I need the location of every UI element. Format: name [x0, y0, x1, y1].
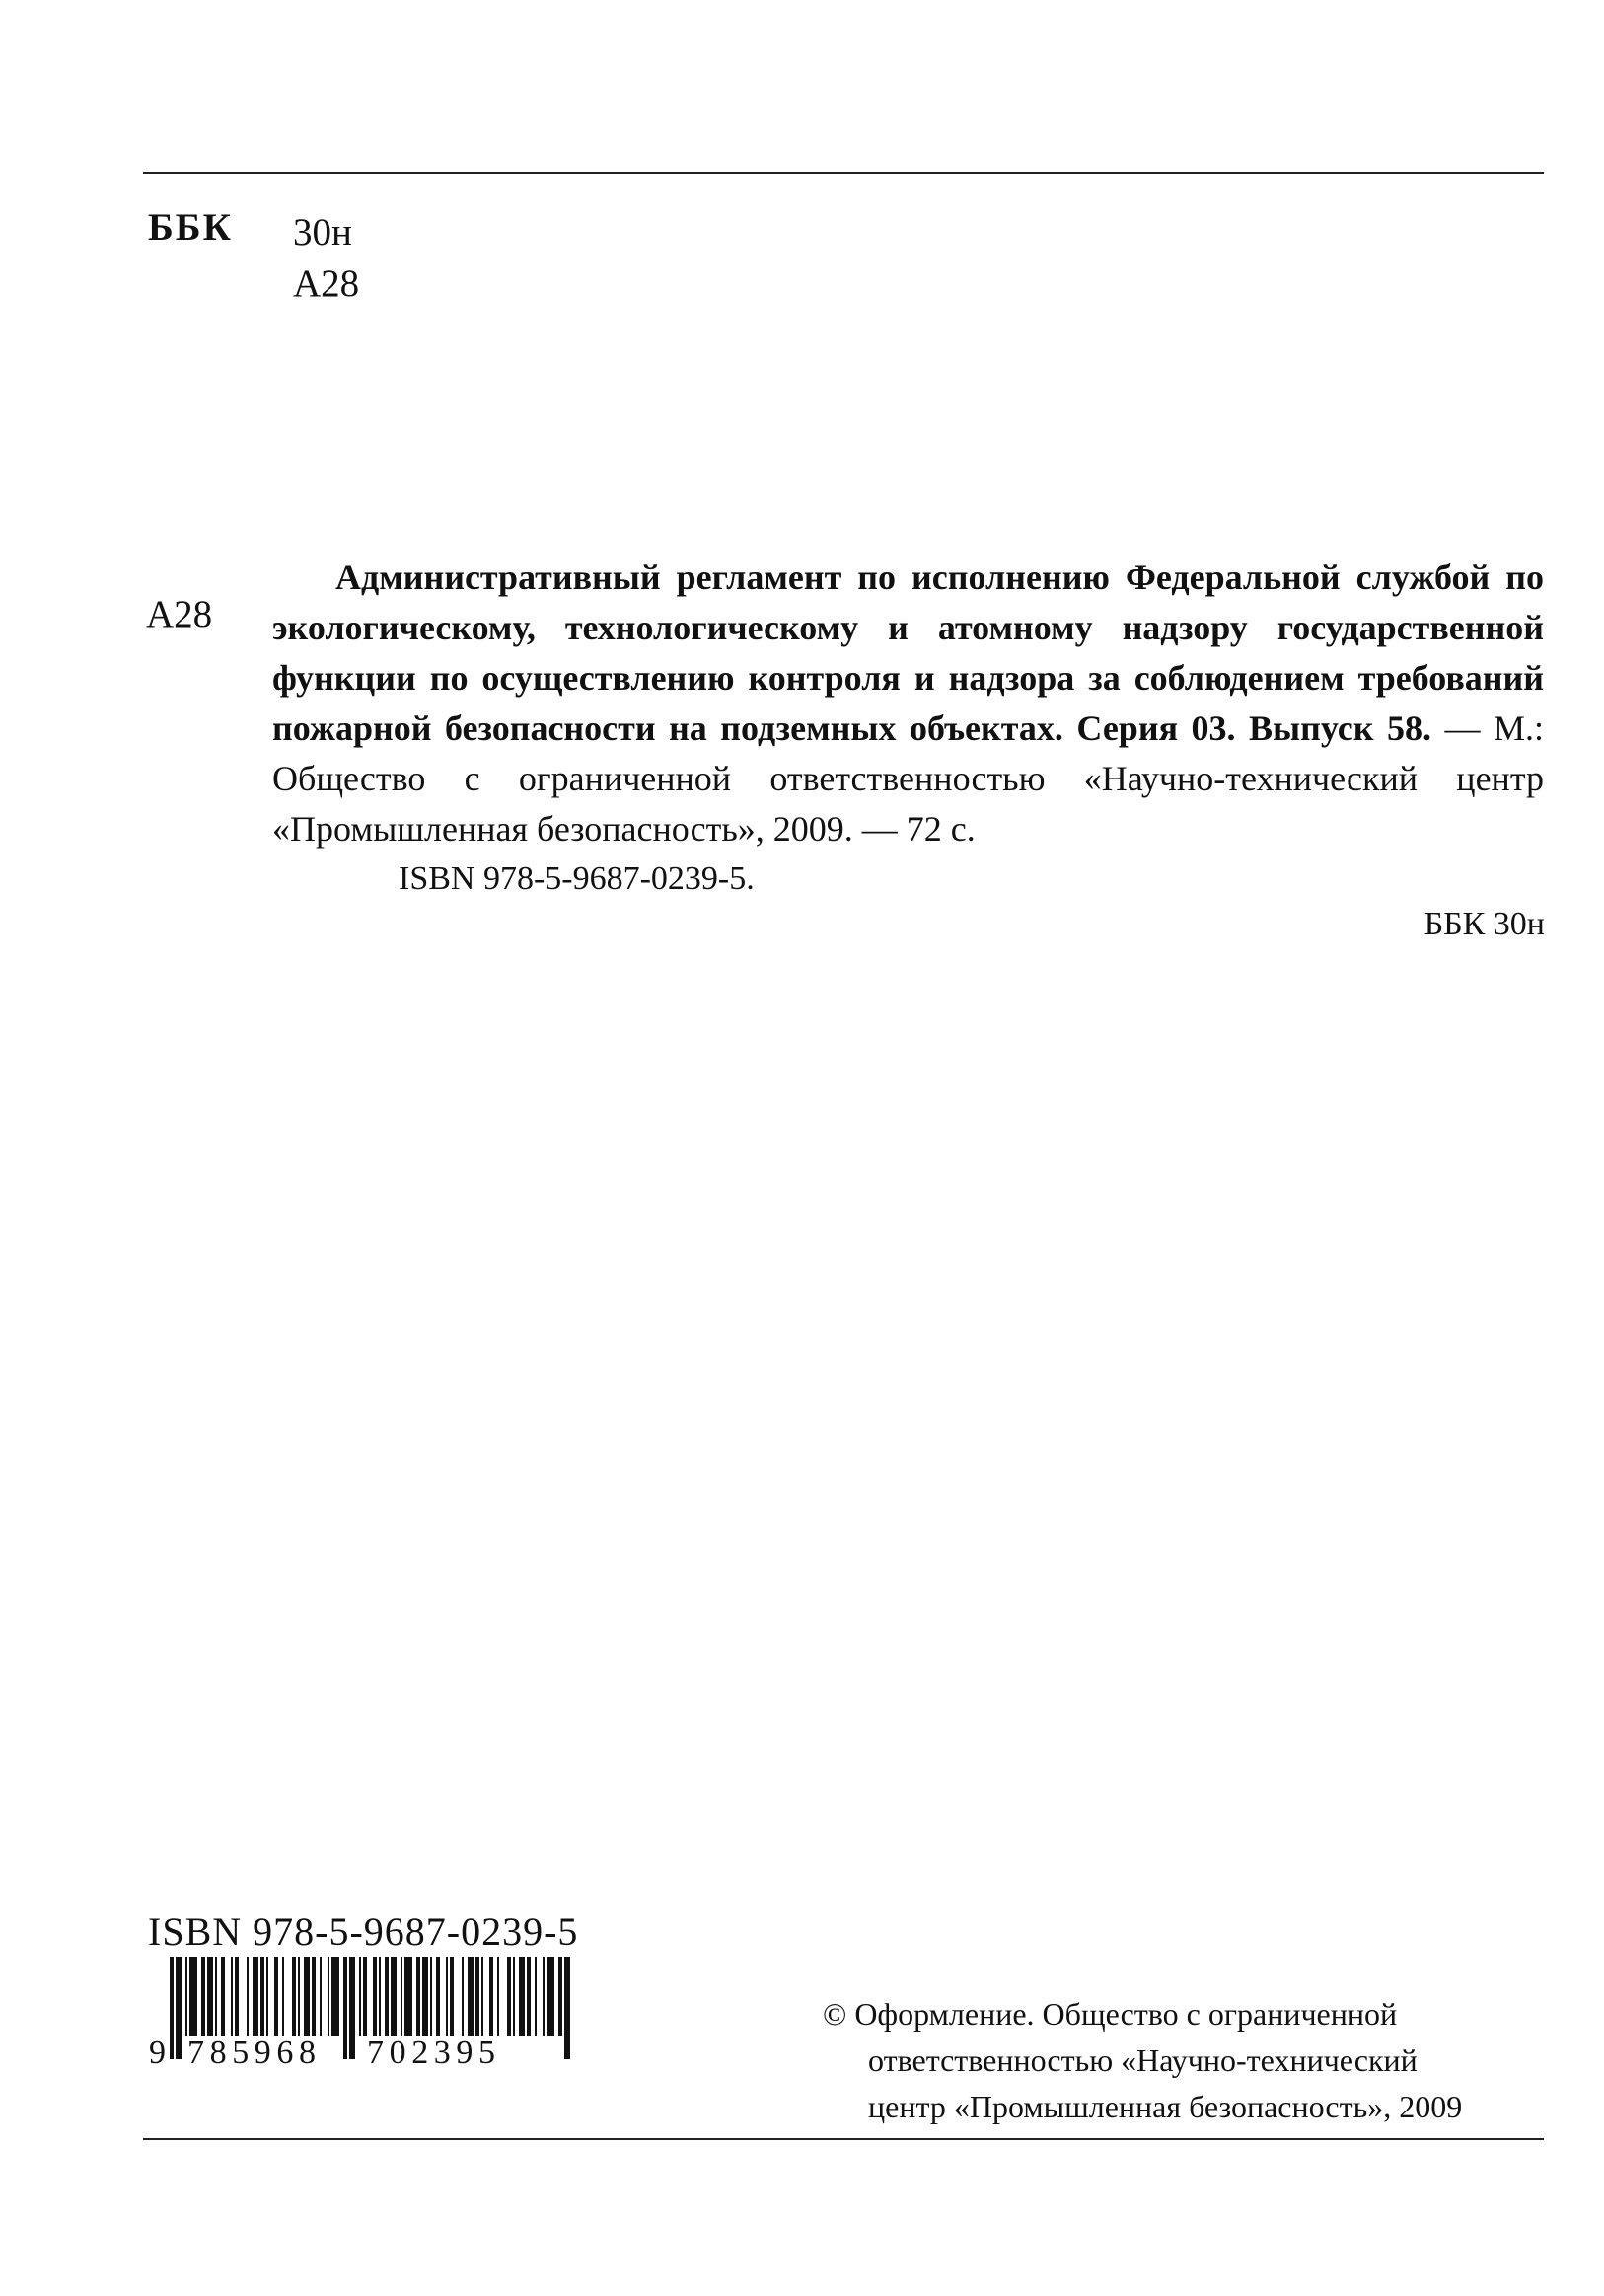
- barcode-bar: [304, 1957, 310, 2036]
- barcode-bar: [558, 1957, 562, 2036]
- barcode-bar: [489, 1957, 493, 2036]
- barcode-digits-left: 785968: [187, 2035, 316, 2067]
- imprint: — М.: Общество с ограниченной ответственностью «Научно-технический центр «Промышленная безопасность», 2009. — 72 с.: [272, 708, 1544, 849]
- barcode-bar: [446, 1957, 448, 2036]
- barcode-bar: [215, 1957, 217, 2036]
- copyright-line-2: ответственностью «Научно-технический: [868, 2042, 1418, 2078]
- bbk-label: ББК: [148, 206, 233, 249]
- barcode-bar: [481, 1957, 483, 2036]
- barcode-bar: [298, 1957, 300, 2036]
- barcode-bar: [430, 1957, 432, 2036]
- barcode-bar: [185, 1957, 187, 2036]
- barcode-digits-right: 702395: [367, 2035, 495, 2067]
- barcode-bar: [312, 1957, 316, 2036]
- barcode-digit-first: 9: [149, 2035, 166, 2067]
- isbn-line: ISBN 978-5-9687-0239-5.: [399, 860, 755, 897]
- barcode-bar: [235, 1957, 239, 2036]
- barcode-bar: [404, 1957, 412, 2036]
- barcode-bar: [497, 1957, 499, 2036]
- barcode-bar: [331, 1957, 339, 2036]
- barcode-bar: [507, 1957, 511, 2036]
- author-sign: А28: [146, 593, 213, 635]
- barcode-bar: [363, 1957, 367, 2036]
- barcode-bar: [535, 1957, 537, 2036]
- barcode-bar: [422, 1957, 428, 2036]
- bibliographic-description: [272, 553, 1544, 854]
- barcode-bar: [379, 1957, 381, 2036]
- barcode-bar: [547, 1957, 554, 2036]
- bbk-index-right: ББК 30н: [1423, 906, 1545, 942]
- barcode-bar: [170, 1957, 174, 2059]
- barcode-bar: [462, 1957, 464, 2036]
- barcode-bar: [266, 1957, 268, 2036]
- barcode-bar: [176, 1957, 182, 2059]
- barcode-bar: [416, 1957, 420, 2036]
- barcode-bar: [253, 1957, 258, 2036]
- barcode-bar: [436, 1957, 440, 2036]
- barcode-bar: [468, 1957, 474, 2036]
- barcode-bar: [564, 1957, 570, 2059]
- barcode-bar: [201, 1957, 205, 2036]
- barcode: [148, 1957, 582, 2067]
- book-title: Административный регламент по исполнению Федеральной службой по экологическому, технологическому и атомному надзору государственной функции по осуществлению контроля и надзора за соблюдением требований пожарной безопасности на подземных объектах. Серия 03. Выпуск 58.: [272, 557, 1544, 748]
- barcode-bar: [391, 1957, 397, 2036]
- barcode-isbn-label: ISBN 978-5-9687-0239-5: [148, 1909, 579, 1954]
- barcode-bar: [207, 1957, 213, 2036]
- barcode-bar: [475, 1957, 479, 2036]
- barcode-bar: [373, 1957, 377, 2036]
- barcode-bar: [401, 1957, 402, 2036]
- copyright-line-1: © Оформление. Общество с ограниченной: [823, 1996, 1398, 2032]
- bbk-codes: [293, 207, 359, 310]
- barcode-bar: [260, 1957, 264, 2036]
- author-code: А28: [293, 262, 360, 305]
- barcode-bar: [527, 1957, 531, 2036]
- bbk-code: 30н: [293, 211, 352, 254]
- bottom-rule: [143, 2138, 1544, 2140]
- barcode-bar: [320, 1957, 322, 2036]
- barcode-bar: [189, 1957, 197, 2036]
- barcode-bar: [385, 1957, 389, 2036]
- bibliographic-record: [272, 553, 1544, 904]
- barcode-bar: [231, 1957, 233, 2036]
- barcode-bar: [519, 1957, 525, 2036]
- barcode-bar: [292, 1957, 296, 2036]
- barcode-bar: [450, 1957, 454, 2036]
- copyright-line-3: центр «Промышленная безопасность», 2009: [868, 2089, 1463, 2124]
- barcode-bar: [543, 1957, 545, 2036]
- barcode-bar: [513, 1957, 515, 2036]
- barcode-bar: [282, 1957, 284, 2036]
- copyright-notice: [823, 1991, 1513, 2130]
- barcode-bar: [328, 1957, 329, 2036]
- barcode-bar: [221, 1957, 225, 2036]
- barcode-bar: [343, 1957, 347, 2059]
- top-rule: [143, 172, 1544, 174]
- barcode-bar: [274, 1957, 278, 2036]
- barcode-bar: [349, 1957, 355, 2059]
- barcode-bar: [359, 1957, 361, 2036]
- barcode-bar: [247, 1957, 249, 2036]
